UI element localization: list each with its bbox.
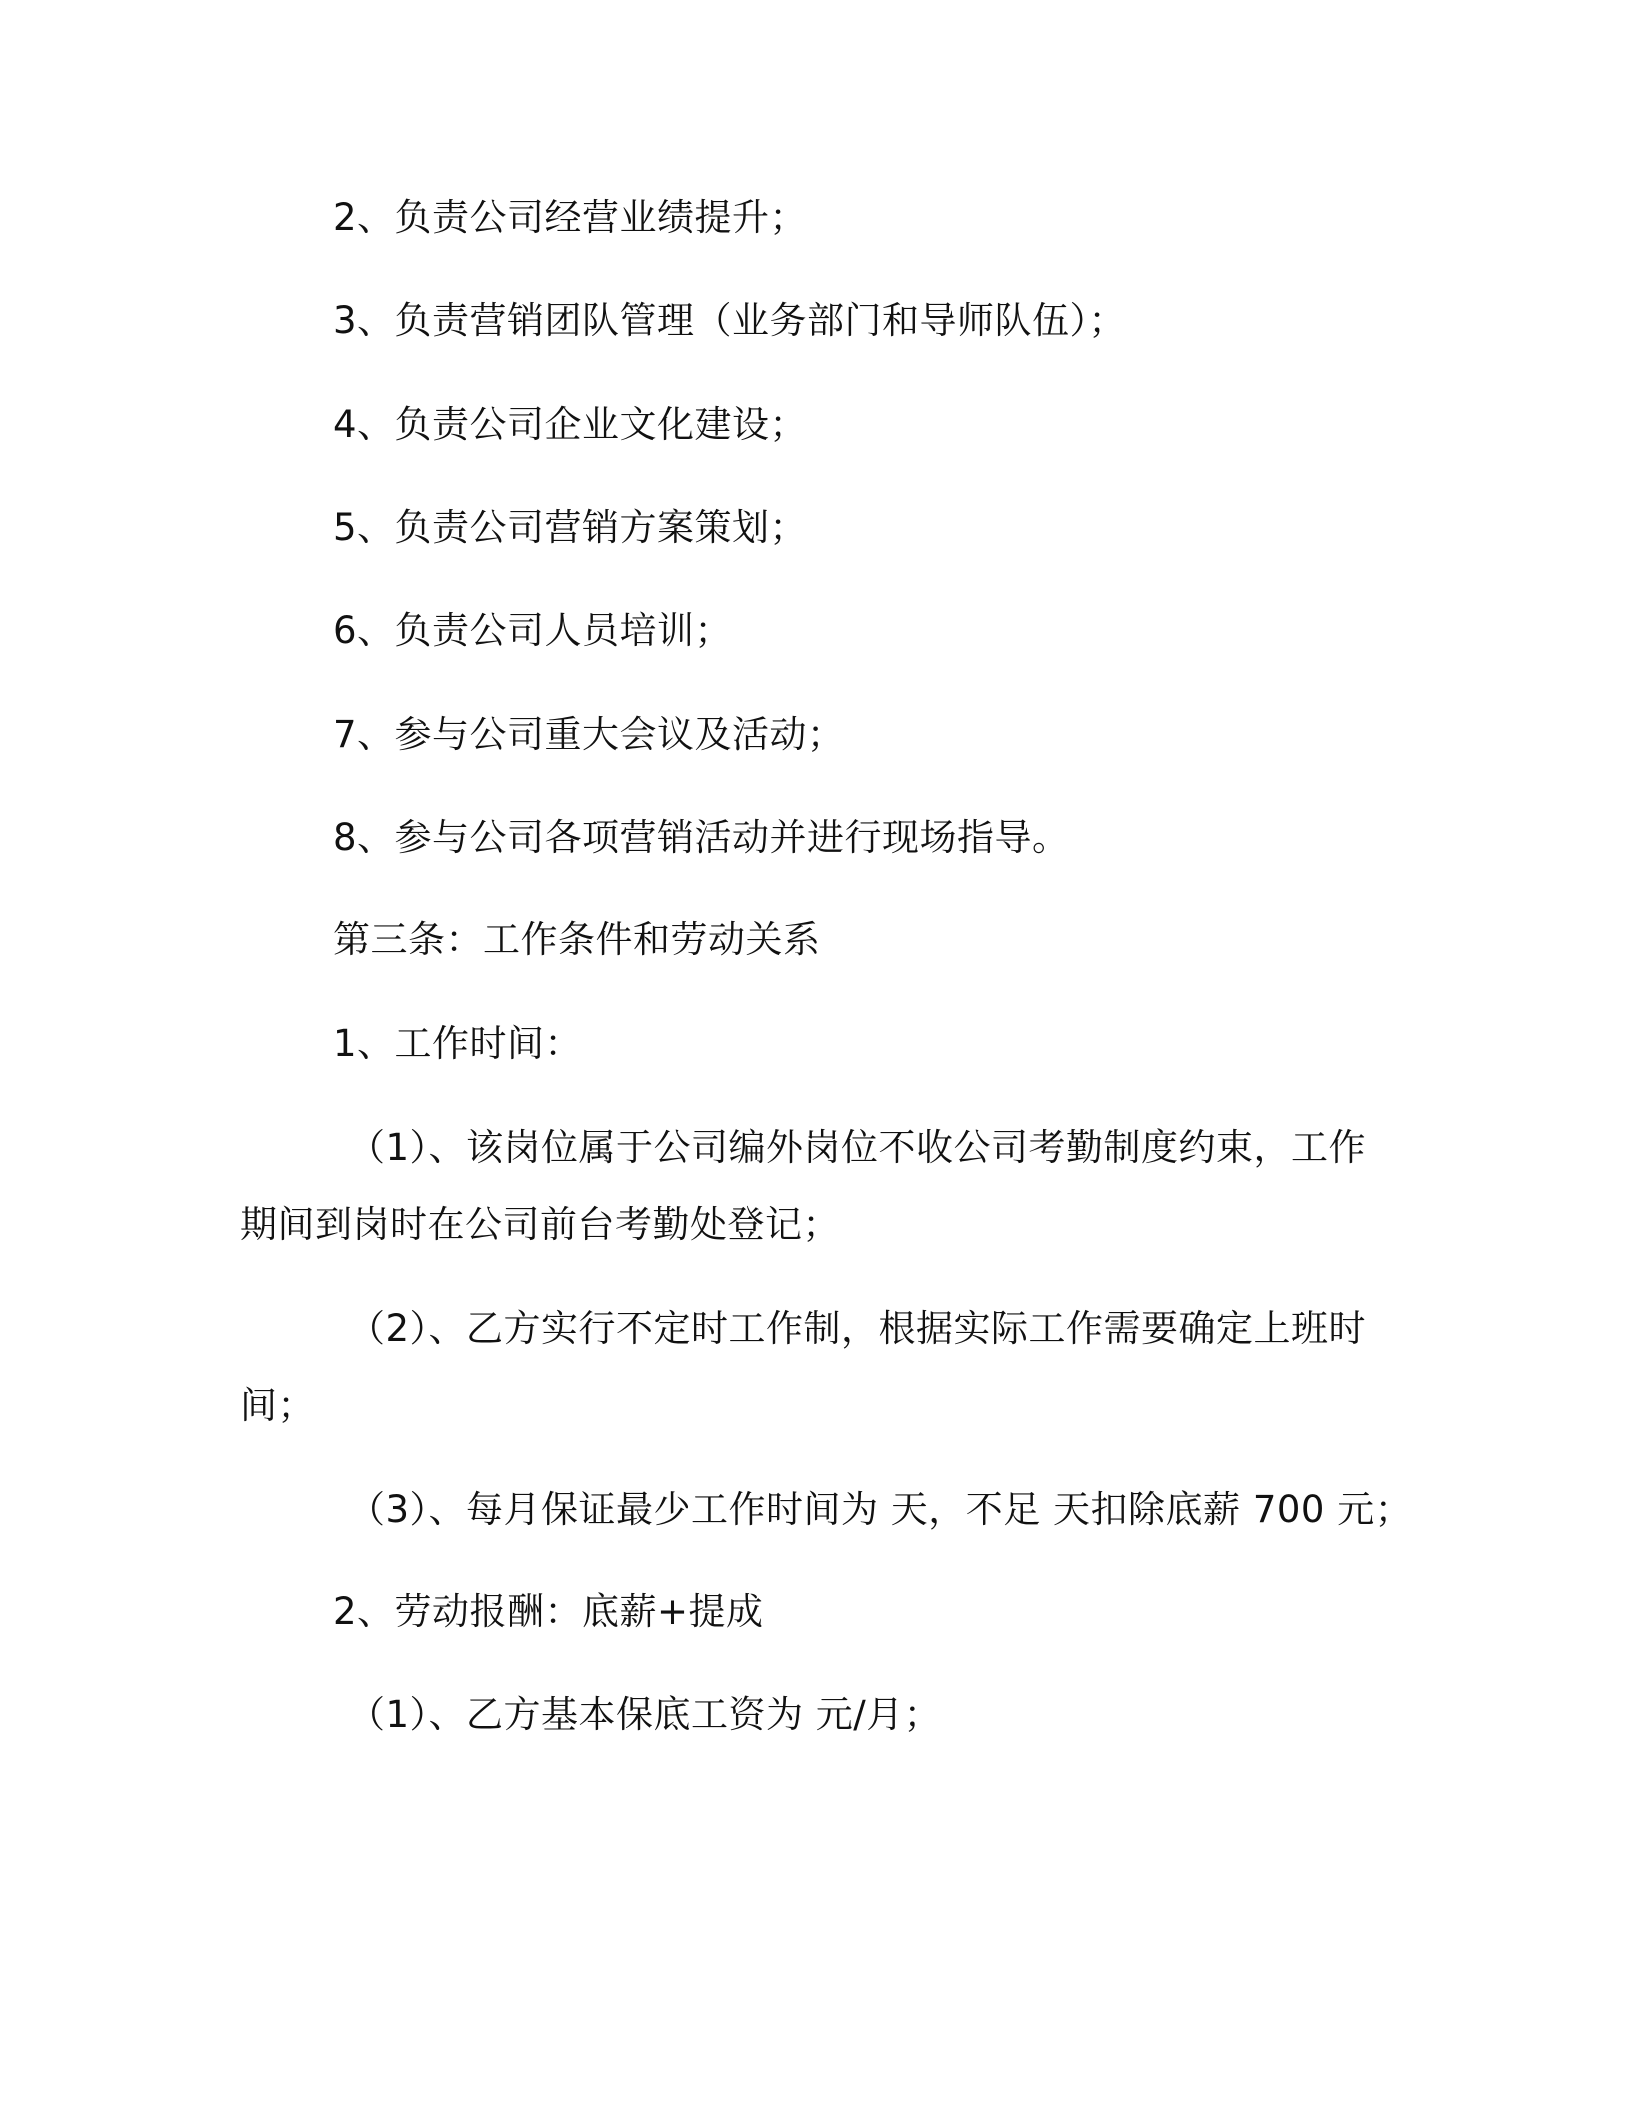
clause-item-8: 8、参与公司各项营销活动并进行现场指导。 xyxy=(333,816,1070,859)
work-time-item-2-cont: 间； xyxy=(240,1384,315,1427)
subheading-work-time: 1、工作时间： xyxy=(333,1022,583,1065)
clause-item-5: 5、负责公司营销方案策划； xyxy=(333,506,808,549)
clause-item-7: 7、参与公司重大会议及活动； xyxy=(333,713,845,756)
clause-item-4: 4、负责公司企业文化建设； xyxy=(333,403,808,446)
work-time-item-1: （1）、该岗位属于公司编外岗位不收公司考勤制度约束，工作 xyxy=(348,1126,1367,1169)
compensation-item-1: （1）、乙方基本保底工资为 元/月； xyxy=(348,1693,942,1736)
clause-item-3: 3、负责营销团队管理（业务部门和导师队伍）； xyxy=(333,299,1127,342)
section-heading: 第三条：工作条件和劳动关系 xyxy=(333,918,821,961)
work-time-item-2: （2）、乙方实行不定时工作制，根据实际工作需要确定上班时 xyxy=(348,1307,1367,1350)
work-time-item-3: （3）、每月保证最少工作时间为 天，不足 天扣除底薪 700 元； xyxy=(348,1488,1413,1531)
subheading-compensation: 2、劳动报酬：底薪+提成 xyxy=(333,1590,764,1633)
clause-item-2: 2、负责公司经营业绩提升； xyxy=(333,196,808,239)
clause-item-6: 6、负责公司人员培训； xyxy=(333,609,733,652)
work-time-item-1-cont: 期间到岗时在公司前台考勤处登记； xyxy=(240,1203,840,1246)
